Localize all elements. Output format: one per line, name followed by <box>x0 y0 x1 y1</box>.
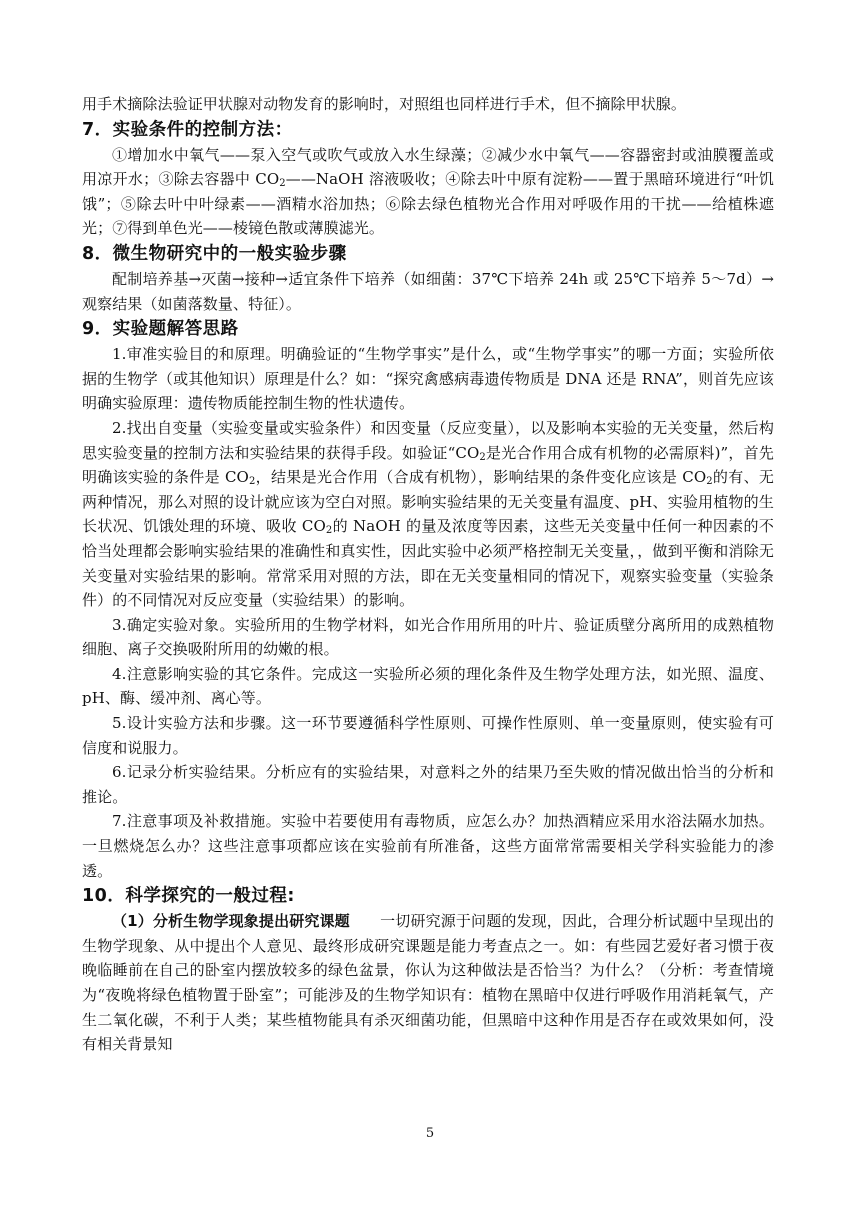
s10-text: 一切研究源于问题的发现，因此，合理分析试题中呈现出的生物学现象、从中提出个人意见、最终形成研究课题是能力考查点之一。如：有些园艺爱好者习惯于夜晚临睡前在自己的卧室内摆放较多的绿色盆景，你认为这种做法是否恰当？为什么？（分析：考查情境为“夜晚将绿色植物置于卧室”；可能涉及的生物学知识有：植物在黑暗中仅进行呼吸作用消耗氧气，产生二氧化碳，不利于人类；某些植物能具有杀灭细菌功能，但黑暗中这种作用是否存在或效果如何，没有相关背景知 <box>82 912 774 1054</box>
section-7-paragraph <box>82 143 774 241</box>
s9-item2-d: 的有、无两种情况，那么对照的设计就应该为空白对照。影响实验结果的无关变量有温度、pH、实验用植物的生长状况、饥饿处理的环境、吸收 CO <box>82 468 774 536</box>
s9-item2-b: 是光合作用合成有机物的必需原料)”，首先明确该实验的条件是 CO <box>82 443 774 487</box>
page-number: 5 <box>425 1126 435 1141</box>
s9-item2-a: 2.找出自变量（实验变量或实验条件）和因变量（反应变量），以及影响本实验的无关变量，然后构思实验变量的控制方法和实验结果的获得手段。如验证“CO <box>82 418 774 462</box>
section-9-item-6: 6.记录分析实验结果。分析应有的实验结果，对意料之外的结果乃至失败的情况做出恰当的分析和推论。 <box>82 763 774 806</box>
section-10-heading: 10．科学探究的一般过程: <box>82 886 295 907</box>
s7-text-b: ——NaOH 溶液吸收；④除去叶中原有淀粉——置于黑暗环境进行“叶饥饿”；⑤除去叶中叶绿素——酒精水浴加热；⑥除去绿色植物光合作用对呼吸作用的干扰——给植株遮光；⑦得到单色光——棱镜色散或薄膜滤光。 <box>82 170 774 238</box>
section-10-paragraph <box>82 909 774 1057</box>
s10-subheading: （1）分析生物学现象提出研究课题 <box>112 912 350 931</box>
section-9-item-7: 7.注意事项及补救措施。实验中若要使用有毒物质，应怎么办？加热酒精应采用水浴法隔水加热。一旦燃烧怎么办？这些注意事项都应该在实验前有所准备，这些方面常常需要相关学科实验能力的渗透。 <box>82 812 774 880</box>
section-9-item-3: 3.确定实验对象。实验所用的生物学材料，如光合作用所用的叶片、验证质壁分离所用的成熟植物细胞、离子交换吸附所用的幼嫩的根。 <box>82 615 774 659</box>
page-content <box>82 0 774 1057</box>
intro-paragraph: 用手术摘除法验证甲状腺对动物发育的影响时，对照组也同样进行手术，但不摘除甲状腺。 <box>82 95 687 113</box>
section-8-paragraph: 配制培养基→灭菌→接种→适宜条件下培养（如细菌：37℃下培养 24h 或 25℃下培养 5～7d）→观察结果（如菌落数量、特征）。 <box>82 269 774 313</box>
section-9-item-2 <box>82 416 774 613</box>
s7-text-a: ①增加水中氧气——泵入空气或吹气或放入水生绿藻；②减少水中氧气——容器密封或油膜覆盖或用凉开水；③除去容器中 CO <box>82 145 774 189</box>
subscript-2: 2 <box>706 476 713 488</box>
section-8-heading: 8．微生物研究中的一般实验步骤 <box>82 243 347 264</box>
subscript-2: 2 <box>479 451 486 463</box>
s9-item2-e: 的 NaOH 的量及浓度等因素，这些无关变量中任何一种因素的不恰当处理都会影响实验结果的准确性和真实性，因此实验中必须严格控制无关变量，，做到平衡和消除无关变量对实验结果的影响。常常采用对照的方法，即在无关变量相同的情况下，观察实验变量（实验条件）的不同情况对反应变量（实验结果）的影响。 <box>82 517 774 610</box>
section-9-item-4: 4.注意影响实验的其它条件。完成这一实验所必须的理化条件及生物学处理方法，如光照、温度、pH、酶、缓冲剂、离心等。 <box>82 664 774 708</box>
subscript-2: 2 <box>279 178 286 190</box>
section-9-item-5: 5.设计实验方法和步骤。这一环节要遵循科学性原则、可操作性原则、单一变量原则，使实验有可信度和说服力。 <box>82 714 774 757</box>
subscript-2: 2 <box>248 476 256 488</box>
s9-item2-c: ，结果是光合作用（合成有机物），影响结果的条件变化应该是 CO <box>255 468 707 487</box>
section-9-heading: 9．实验题解答思路 <box>82 319 239 340</box>
section-7-heading: 7．实验条件的控制方法： <box>82 119 293 140</box>
section-9-item-1: 1.审准实验目的和原理。明确验证的“生物学事实”是什么，或“生物学事实”的哪一方面；实验所依据的生物学（或其他知识）原理是什么？如：“探究禽感病毒遗传物质是 DNA 还是 RNA”，则首先应该明确实验原理：遗传物质能控制生物的性状遗传。 <box>82 345 774 413</box>
subscript-2: 2 <box>325 525 333 537</box>
